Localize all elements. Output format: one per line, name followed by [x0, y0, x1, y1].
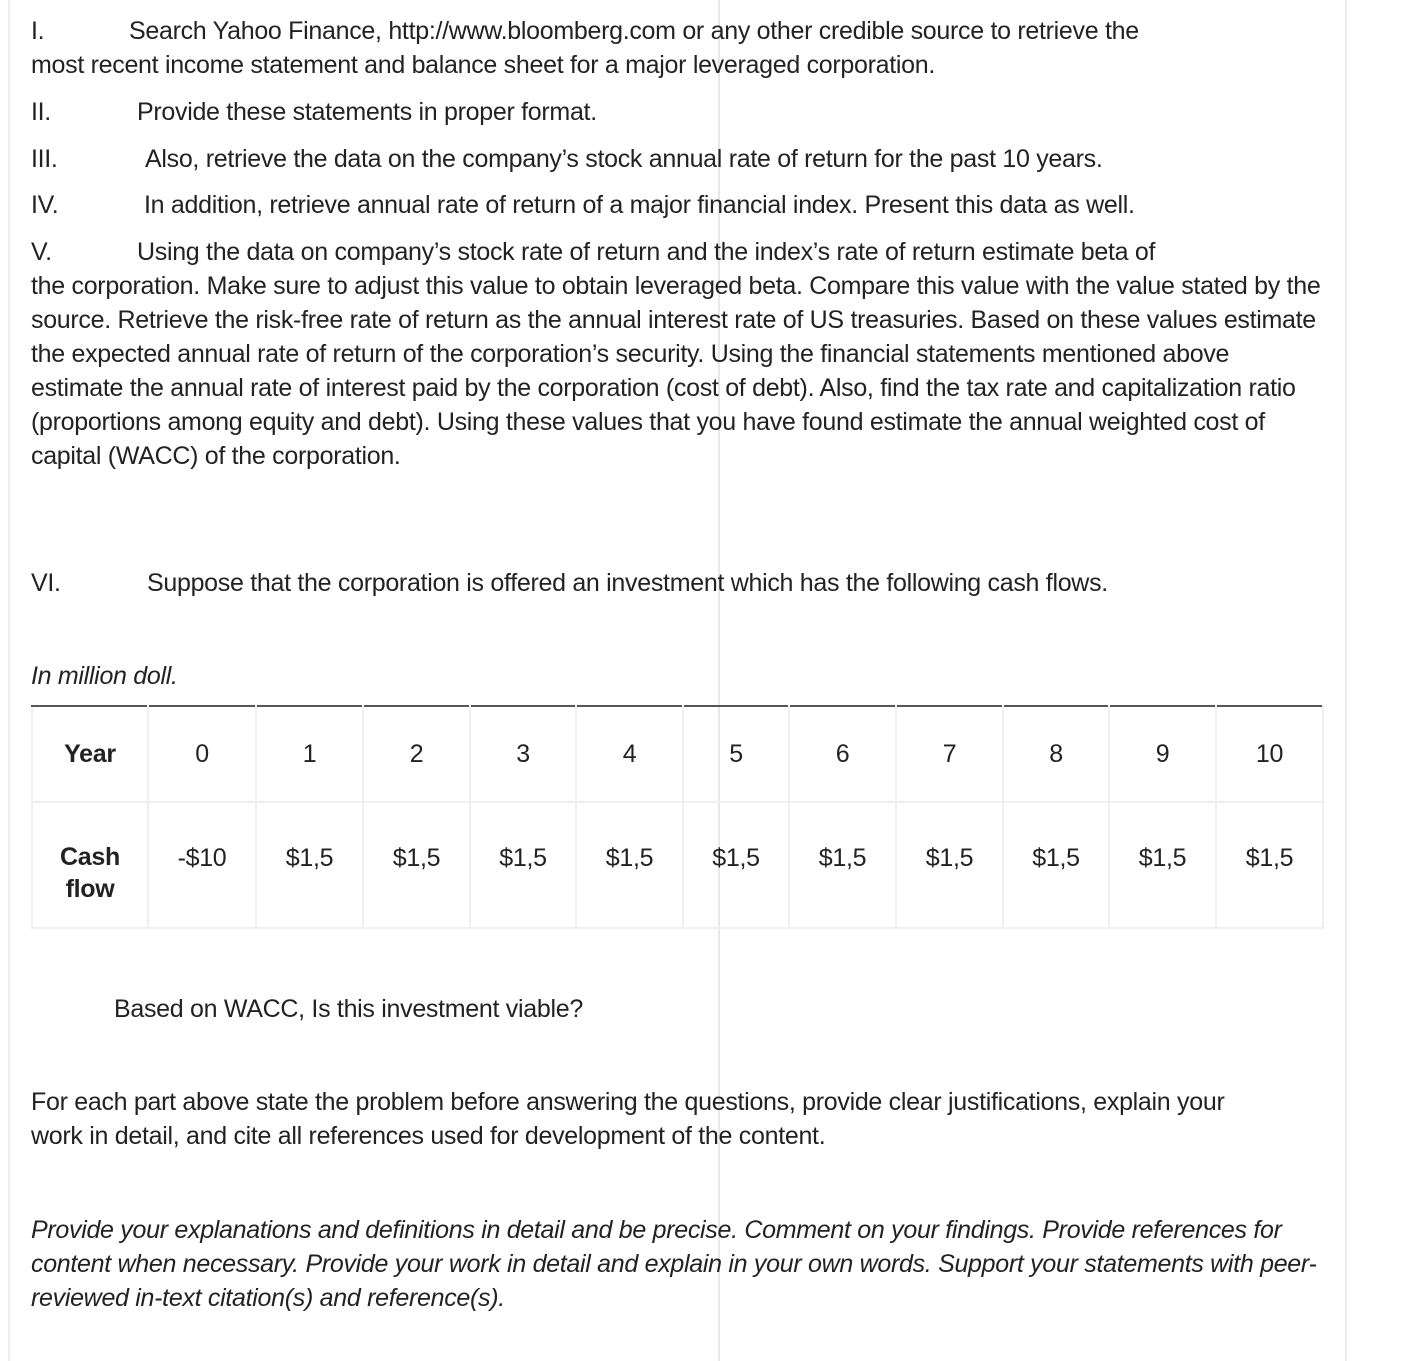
instruction-text: In addition, retrieve annual rate of return of a major financial index. Present this data as well. — [144, 191, 1135, 219]
year-cell: 4 — [576, 706, 683, 802]
numeral: V. — [31, 238, 52, 266]
cash-flow-cell: $1,5 — [363, 802, 470, 928]
numeral: IV. — [31, 191, 59, 219]
year-cell: 2 — [363, 706, 470, 802]
numeral: III. — [31, 145, 58, 173]
left-margin-line — [8, 0, 10, 1361]
cash-flow-cell: $1,5 — [789, 802, 896, 928]
instruction-vi — [31, 566, 1108, 600]
table-row-year — [32, 706, 1323, 802]
instruction-text: Search Yahoo Finance, http://www.bloomberg.com or any other credible source to retrieve the — [129, 17, 1139, 45]
cash-flow-label-line1: Cash — [60, 843, 120, 871]
table-row-cash-flow — [32, 802, 1323, 928]
cash-flow-cell: $1,5 — [1003, 802, 1109, 928]
year-cell: 3 — [470, 706, 576, 802]
cash-flow-table — [31, 705, 1324, 929]
cash-flow-cell: $1,5 — [683, 802, 789, 928]
instruction-text: Suppose that the corporation is offered an investment which has the following cash flows. — [147, 569, 1108, 597]
right-margin-line — [1345, 0, 1347, 1361]
cash-flow-cell: $1,5 — [1109, 802, 1216, 928]
year-cell: 10 — [1216, 706, 1323, 802]
year-cell: 8 — [1003, 706, 1109, 802]
footer-note: Provide your explanations and definitions in detail and be precise. Comment on your findings. Provide references for content when necessary. Provide your work in detail and explain in your own words. Support your statements with peer-reviewed in-text citation(s) and reference(s). — [31, 1216, 1317, 1312]
cash-flow-cell: $1,5 — [470, 802, 576, 928]
instruction-iii — [31, 142, 1103, 176]
numeral: VI. — [31, 569, 61, 597]
instruction-ii — [31, 95, 597, 129]
instruction-iv — [31, 188, 1135, 222]
cash-flow-header — [32, 802, 148, 928]
year-cell: 6 — [789, 706, 896, 802]
instruction-text: Provide these statements in proper format. — [137, 98, 597, 126]
year-cell: 7 — [896, 706, 1003, 802]
year-header: Year — [32, 706, 148, 802]
cash-flow-cell: $1,5 — [256, 802, 363, 928]
instruction-text: Using the data on company’s stock rate of return and the index’s rate of return estimate beta of — [137, 238, 1156, 266]
year-cell: 1 — [256, 706, 363, 802]
year-cell: 9 — [1109, 706, 1216, 802]
cash-flow-cell: $1,5 — [576, 802, 683, 928]
instruction-v — [31, 235, 1321, 473]
cash-flow-cell: -$10 — [148, 802, 256, 928]
instruction-text-cont: most recent income statement and balance sheet for a major leveraged corporation. — [31, 51, 935, 79]
year-cell: 5 — [683, 706, 789, 802]
instruction-text: Also, retrieve the data on the company’s stock annual rate of return for the past 10 years. — [145, 145, 1103, 173]
cash-flow-cell: $1,5 — [1216, 802, 1323, 928]
year-cell: 0 — [148, 706, 256, 802]
unit-note: In million doll. — [31, 662, 178, 690]
instruction-i — [31, 14, 1321, 82]
numeral: I. — [31, 17, 45, 45]
instruction-text-cont: the corporation. Make sure to adjust this value to obtain leveraged beta. Compare this value with the value stated by the source. Retrieve the risk-free rate of return as the annual interest rate of US treasuries. Based on these values estimate the expected annual rate of return of the corporation’s security. Using the financial statements mentioned above estimate the annual rate of interest paid by the corporation (cost of debt). Also, find the tax rate and capitalization ratio (proportions among equity and debt). Using these values that you have found estimate the annual weighted cost of capital (WACC) of the corporation. — [31, 272, 1321, 470]
numeral: II. — [31, 98, 51, 126]
general-instruction: For each part above state the problem before answering the questions, provide clear justifications, explain your work in detail, and cite all references used for development of the content. — [31, 1088, 1225, 1150]
investment-question: Based on WACC, Is this investment viable? — [114, 995, 583, 1023]
cash-flow-label-line2: flow — [65, 875, 115, 903]
cash-flow-cell: $1,5 — [896, 802, 1003, 928]
